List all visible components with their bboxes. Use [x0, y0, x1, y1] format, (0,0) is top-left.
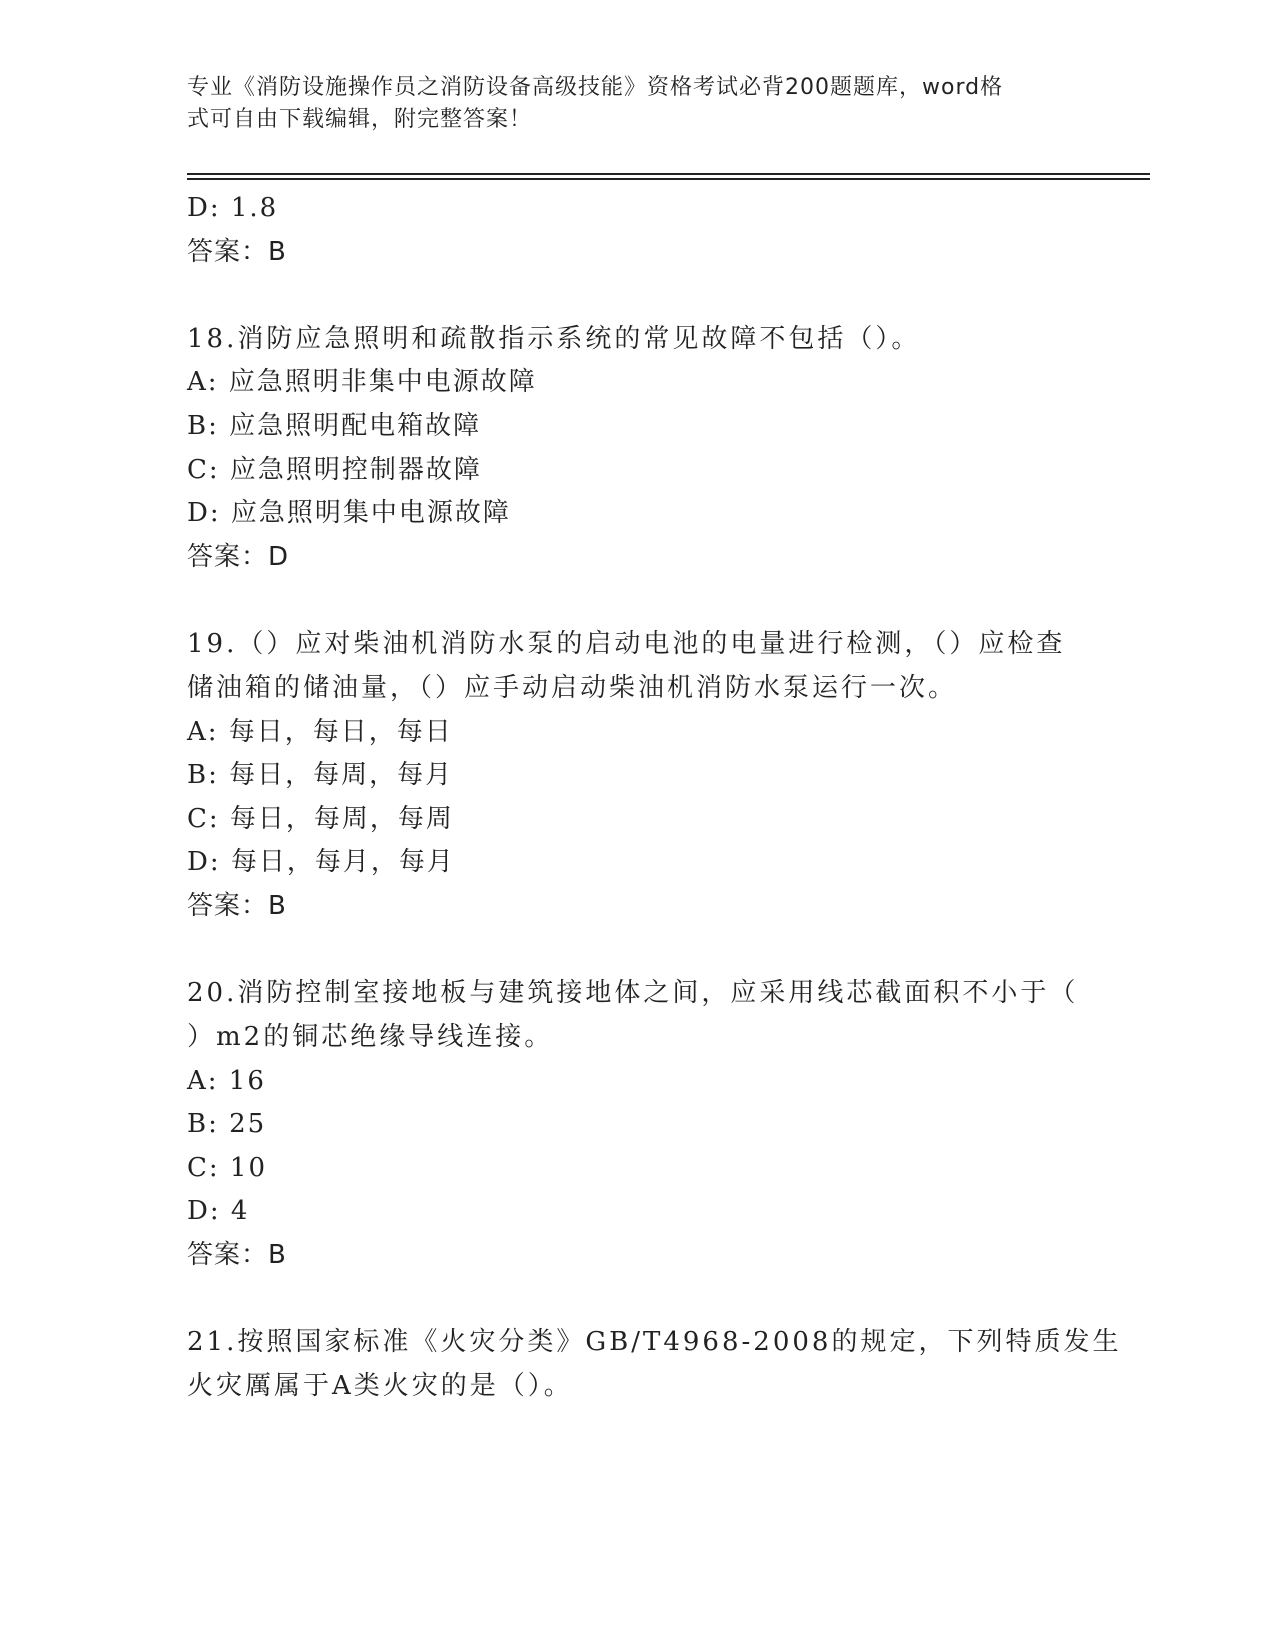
- q20-answer: 答案：B: [187, 1240, 287, 1270]
- q21-stem-line-2: 火灾厲属于A类火灾的是（）。: [187, 1371, 573, 1401]
- q21-stem-line-1: 21.按照国家标准《火灾分类》GB/T4968-2008的规定，下列特质发生: [187, 1327, 1122, 1357]
- q20-stem-line-2: ）m2的铜芯绝缘导线连接。: [187, 1022, 554, 1052]
- q19-option-c: C: 每日，每周，每周: [187, 804, 454, 834]
- q20-option-b: B: 25: [187, 1109, 267, 1139]
- q18-option-c: C: 应急照明控制器故障: [187, 455, 482, 485]
- document-title-line-2: 式可自由下载编辑，附完整答案！: [187, 107, 533, 132]
- q19-option-d: D: 每日，每月，每月: [187, 847, 455, 877]
- header-divider-top: [187, 173, 1150, 175]
- q19-stem-line-2: 储油箱的储油量，（）应手动启动柴油机消防水泵运行一次。: [187, 673, 958, 703]
- q17-answer: 答案：B: [187, 237, 287, 267]
- q17-option-d: D: 1.8: [187, 193, 279, 223]
- q20-stem-line-1: 20.消防控制室接地板与建筑接地体之间，应采用线芯截面积不小于（: [187, 978, 1079, 1008]
- q19-option-b: B: 每日，每周，每月: [187, 760, 454, 790]
- document-title: [187, 72, 1067, 136]
- q18-answer: 答案：D: [187, 542, 290, 572]
- q19-option-a: A: 每日，每日，每日: [187, 717, 453, 747]
- header-divider-bottom: [187, 178, 1150, 180]
- q18-stem: 18.消防应急照明和疏散指示系统的常见故障不包括（）。: [187, 324, 921, 354]
- q20-option-d: D: 4: [187, 1196, 250, 1226]
- q20-option-a: A: 16: [187, 1066, 266, 1096]
- q18-option-d: D: 应急照明集中电源故障: [187, 498, 511, 528]
- q19-answer: 答案：B: [187, 891, 287, 921]
- q20-option-c: C: 10: [187, 1153, 268, 1183]
- q19-stem-line-1: 19.（）应对柴油机消防水泵的启动电池的电量进行检测，（）应检查: [187, 629, 1066, 659]
- q18-option-b: B: 应急照明配电箱故障: [187, 411, 482, 441]
- document-title-line-1: 专业《消防设施操作员之消防设备高级技能》资格考试必背200题题库，word格: [187, 75, 1004, 100]
- q18-option-a: A: 应急照明非集中电源故障: [187, 367, 537, 397]
